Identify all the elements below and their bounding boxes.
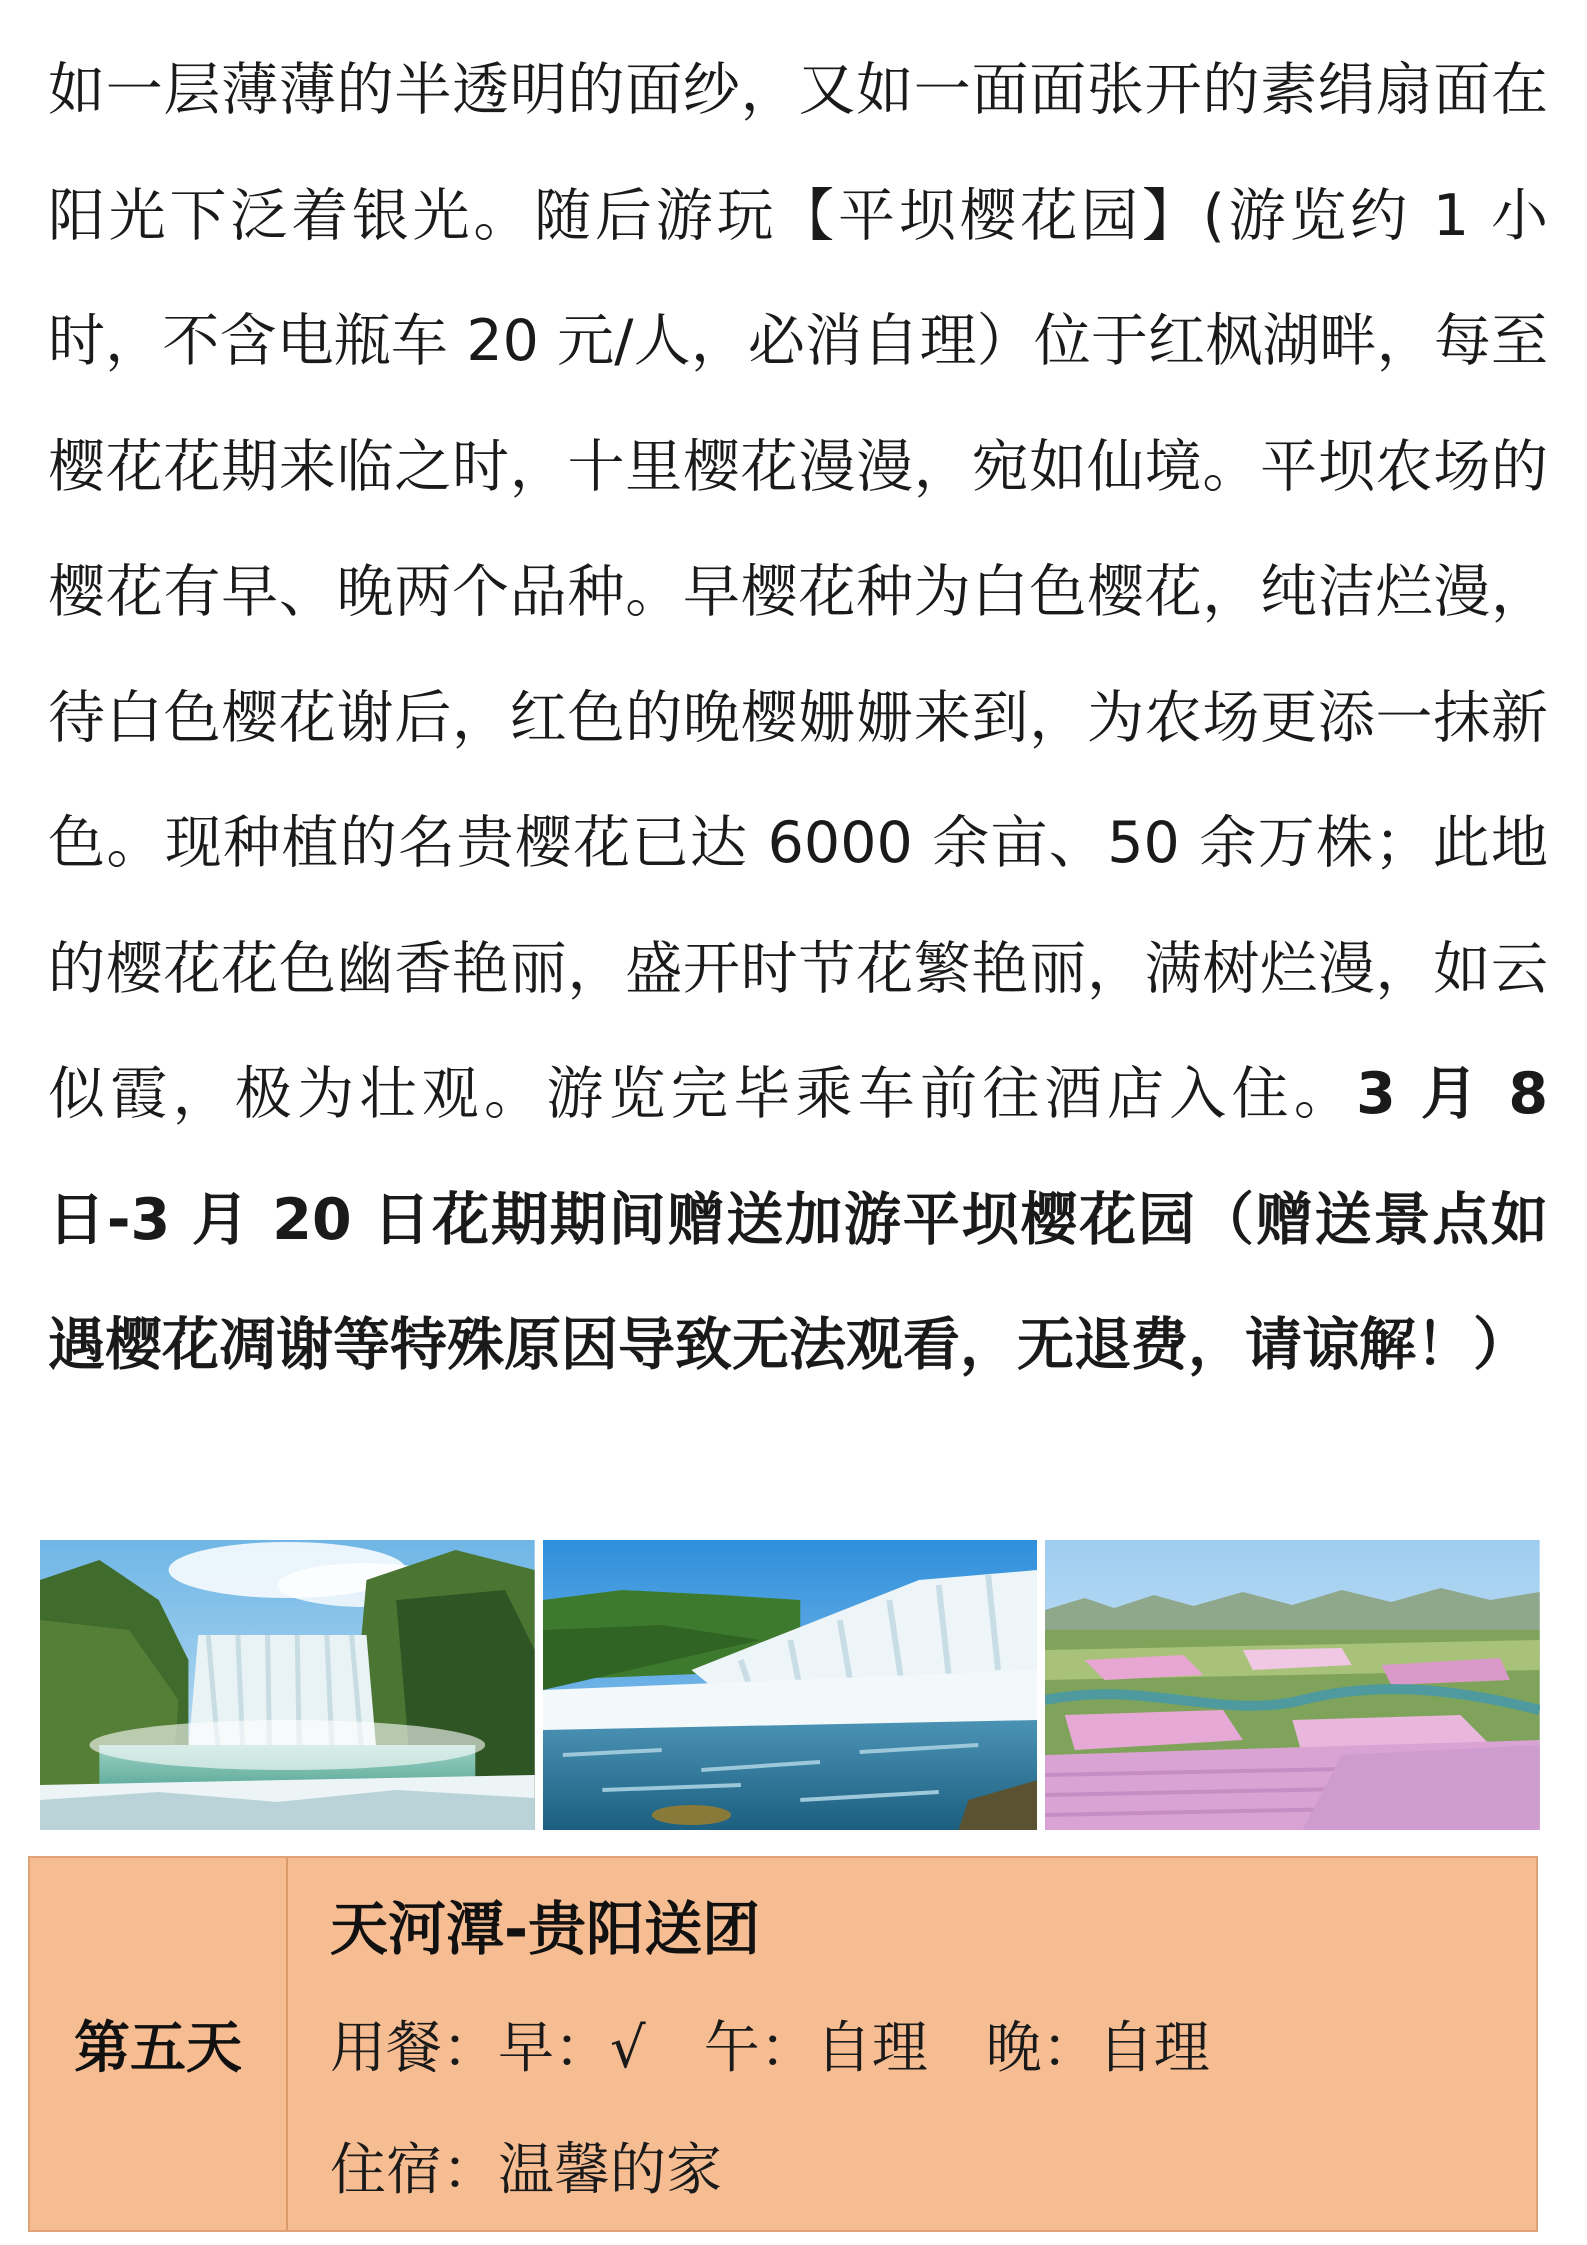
meal-dinner: 晚：自理 — [985, 2016, 1210, 2081]
meals-prefix: 用餐： — [330, 2016, 498, 2081]
description-text: 如一层薄薄的半透明的面纱，又如一面面张开的素绢扇面在阳光下泛着银光。随后游玩【平坝樱花园】(游览约 1 小时，不含电瓶车 20 元/人，必消自理）位于红枫湖畔，每至樱花花期来临之时，十里樱花漫漫，宛如仙境。平坝农场的樱花有早、晚两个品种。早樱花种为白色樱花，纯洁烂漫，待白色樱花谢后，红色的晚樱姗姗来到，为农场更添一抹新色。现种植的名贵樱花已达 6000 余亩、50 余万株；此地的樱花花色幽香艳丽，盛开时节花繁艳丽，满树烂漫，如云似霞，极为壮观。游览完毕乘车前往酒店入住。 — [48, 57, 1548, 1127]
day-label-cell — [30, 1858, 288, 2230]
lodging-line: 住宿：温馨的家 — [330, 2138, 722, 2203]
meal-lunch: 午：自理 — [703, 2016, 928, 2081]
cherry-blossom-bonus-note: 3 月 8 日-3 月 20 日花期期间赠送加游平坝樱花园（赠送景点如遇樱花凋谢等特殊原因导致无法观看，无退费，请谅解！） — [48, 1061, 1549, 1378]
day-route-title: 天河潭-贵阳送团 — [330, 1895, 761, 1963]
photo-waterfall-cliff — [40, 1540, 535, 1830]
meal-breakfast: 早：√ — [498, 2016, 646, 2081]
photo-flower-fields — [1045, 1540, 1540, 1830]
day-schedule-table — [28, 1856, 1538, 2232]
day-label: 第五天 — [74, 2016, 242, 2081]
day-description-paragraph — [48, 28, 1548, 1409]
day-detail-cell — [288, 1858, 1536, 2230]
photo-waterfall-river — [543, 1540, 1038, 1830]
photo-strip — [40, 1540, 1540, 1830]
meals-line — [330, 1988, 1536, 2110]
